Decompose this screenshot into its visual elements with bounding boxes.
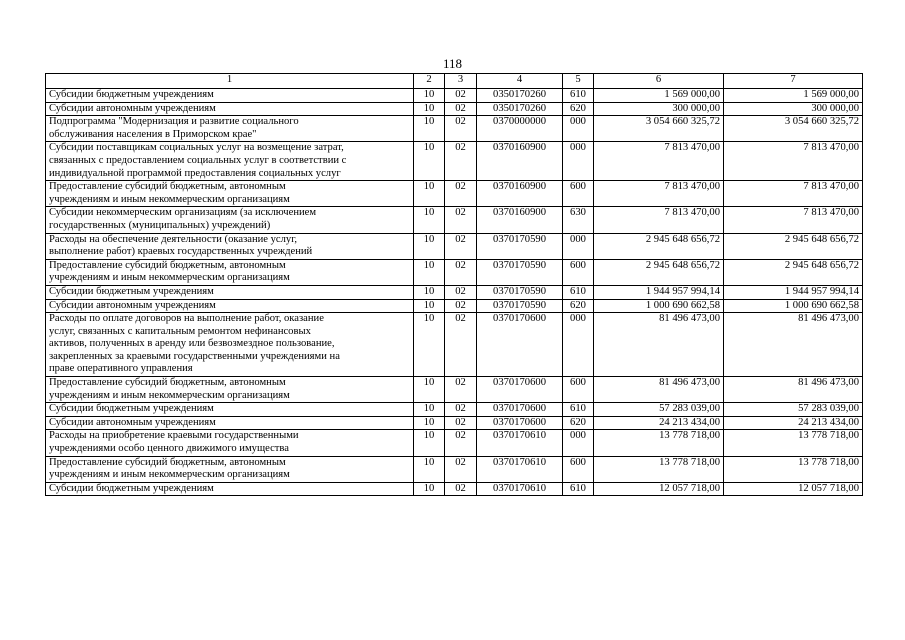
column-header-7: 7 [724,74,863,89]
subsection-code: 02 [445,456,477,482]
table-row [46,89,863,103]
row-name [46,313,414,377]
table-row [46,482,863,496]
amount-col7: 12 057 718,00 [724,482,863,496]
amount-col7: 81 496 473,00 [724,313,863,377]
row-name-line: Субсидии автономным учреждениям [49,102,216,114]
row-name-line: Предоставление субсидий бюджетным, автономным [49,377,286,389]
target-article-code: 0370170590 [477,299,563,313]
table-row [46,416,863,430]
row-name-line: учреждениям и иным некоммерческим организациям [49,272,290,284]
row-name-line: учреждениям и иным некоммерческим организациям [49,389,290,401]
amount-col7: 7 813 470,00 [724,181,863,207]
subsection-code: 02 [445,259,477,285]
amount-col6: 81 496 473,00 [594,313,724,377]
row-name-line: Предоставление субсидий бюджетным, автономным [49,259,286,271]
section-code: 10 [414,416,445,430]
table-row [46,299,863,313]
section-code: 10 [414,313,445,377]
table-row [46,142,863,181]
amount-col6: 1 944 957 994,14 [594,285,724,299]
column-header-5: 5 [563,74,594,89]
table-row [46,285,863,299]
row-name [46,142,414,181]
row-name [46,456,414,482]
target-article-code: 0370170610 [477,456,563,482]
row-name-line: Субсидии бюджетным учреждениям [49,89,214,100]
row-name [46,89,414,103]
column-header-4: 4 [477,74,563,89]
target-article-code: 0370170590 [477,285,563,299]
expense-type-code: 000 [563,233,594,259]
amount-col7: 7 813 470,00 [724,142,863,181]
amount-col6: 13 778 718,00 [594,430,724,456]
target-article-code: 0370160900 [477,142,563,181]
subsection-code: 02 [445,416,477,430]
target-article-code: 0370160900 [477,181,563,207]
section-code: 10 [414,377,445,403]
amount-col7: 2 945 648 656,72 [724,233,863,259]
row-name-line: учреждениям и иным некоммерческим организациям [49,469,290,481]
expense-type-code: 610 [563,403,594,417]
row-name-line: праве оперативного управления [49,363,193,375]
section-code: 10 [414,116,445,142]
amount-col7: 13 778 718,00 [724,456,863,482]
subsection-code: 02 [445,233,477,259]
section-code: 10 [414,259,445,285]
row-name-line: Субсидии поставщикам социальных услуг на возмещение затрат, [49,142,344,154]
expense-type-code: 600 [563,456,594,482]
row-name [46,416,414,430]
amount-col6: 24 213 434,00 [594,416,724,430]
expense-type-code: 620 [563,102,594,116]
column-header-1: 1 [46,74,414,89]
table-row [46,430,863,456]
amount-col6: 2 945 648 656,72 [594,233,724,259]
column-header-3: 3 [445,74,477,89]
row-name-line: Предоставление субсидий бюджетным, автономным [49,181,286,193]
target-article-code: 0370170600 [477,377,563,403]
row-name-line: закрепленных за краевыми государственными учреждениями на [49,350,340,362]
subsection-code: 02 [445,207,477,233]
column-header-6: 6 [594,74,724,89]
row-name-line: Расходы по оплате договоров на выполнение работ, оказание [49,313,324,325]
amount-col6: 2 945 648 656,72 [594,259,724,285]
subsection-code: 02 [445,285,477,299]
table-row [46,377,863,403]
amount-col7: 3 054 660 325,72 [724,116,863,142]
expense-type-code: 620 [563,299,594,313]
column-header-2: 2 [414,74,445,89]
row-name [46,233,414,259]
row-name-line: активов, полученных в аренду или безвозмездное пользование, [49,338,335,350]
amount-col6: 81 496 473,00 [594,377,724,403]
row-name-line: Субсидии автономным учреждениям [49,299,216,311]
expense-type-code: 610 [563,89,594,103]
amount-col6: 7 813 470,00 [594,207,724,233]
row-name-line: Субсидии автономным учреждениям [49,416,216,428]
amount-col7: 24 213 434,00 [724,416,863,430]
amount-col7: 1 944 957 994,14 [724,285,863,299]
expense-type-code: 000 [563,430,594,456]
row-name-line: Субсидии бюджетным учреждениям [49,285,214,297]
row-name [46,285,414,299]
row-name-line: обслуживания населения в Приморском крае" [49,128,257,140]
section-code: 10 [414,482,445,496]
row-name [46,116,414,142]
row-name-line: Подпрограмма "Модернизация и развитие социального [49,116,299,128]
amount-col6: 1 000 690 662,58 [594,299,724,313]
row-name-line: индивидуальной программой предоставления социальных услуг [49,167,341,179]
table-row [46,116,863,142]
page-number: 118 [442,56,463,71]
section-code: 10 [414,299,445,313]
row-name-line: Субсидии бюджетным учреждениям [49,403,214,415]
target-article-code: 0370170600 [477,416,563,430]
row-name [46,299,414,313]
budget-table [45,73,863,496]
table-row [46,403,863,417]
amount-col6: 13 778 718,00 [594,456,724,482]
row-name-line: связанных с предоставлением социальных услуг в соответствии с [49,154,347,166]
amount-col6: 7 813 470,00 [594,142,724,181]
section-code: 10 [414,102,445,116]
target-article-code: 0350170260 [477,102,563,116]
row-name [46,259,414,285]
target-article-code: 0370170600 [477,313,563,377]
subsection-code: 02 [445,377,477,403]
expense-type-code: 610 [563,285,594,299]
subsection-code: 02 [445,482,477,496]
subsection-code: 02 [445,181,477,207]
expense-type-code: 600 [563,259,594,285]
row-name [46,482,414,496]
table-row [46,456,863,482]
amount-col7: 300 000,00 [724,102,863,116]
amount-col7: 57 283 039,00 [724,403,863,417]
row-name [46,102,414,116]
amount-col7: 2 945 648 656,72 [724,259,863,285]
subsection-code: 02 [445,89,477,103]
section-code: 10 [414,207,445,233]
row-name-line: Субсидии бюджетным учреждениям [49,482,214,494]
table-row [46,207,863,233]
subsection-code: 02 [445,299,477,313]
section-code: 10 [414,89,445,103]
row-name [46,430,414,456]
table-row [46,102,863,116]
row-name-line: Расходы на приобретение краевыми государственными [49,430,299,442]
target-article-code: 0370160900 [477,207,563,233]
expense-type-code: 000 [563,116,594,142]
amount-col6: 3 054 660 325,72 [594,116,724,142]
target-article-code: 0350170260 [477,89,563,103]
row-name-line: учреждениями особо ценного движимого имущества [49,443,289,455]
table-row [46,313,863,377]
row-name [46,181,414,207]
row-name-line: услуг, связанных с капитальным ремонтом нефинансовых [49,325,311,337]
header-row [46,74,863,89]
target-article-code: 0370170610 [477,430,563,456]
target-article-code: 0370000000 [477,116,563,142]
table-row [46,181,863,207]
row-name [46,403,414,417]
amount-col6: 1 569 000,00 [594,89,724,103]
row-name-line: выполнение работ) краевых государственных учреждений [49,246,313,258]
expense-type-code: 610 [563,482,594,496]
amount-col7: 1 569 000,00 [724,89,863,103]
row-name-line: Субсидии некоммерческим организациям (за исключением [49,207,317,219]
expense-type-code: 600 [563,377,594,403]
row-name-line: Расходы на обеспечение деятельности (оказание услуг, [49,233,298,245]
subsection-code: 02 [445,116,477,142]
section-code: 10 [414,430,445,456]
amount-col6: 57 283 039,00 [594,403,724,417]
subsection-code: 02 [445,313,477,377]
subsection-code: 02 [445,102,477,116]
expense-type-code: 630 [563,207,594,233]
table-body [46,89,863,496]
section-code: 10 [414,456,445,482]
amount-col7: 1 000 690 662,58 [724,299,863,313]
subsection-code: 02 [445,403,477,417]
amount-col7: 7 813 470,00 [724,207,863,233]
section-code: 10 [414,233,445,259]
row-name-line: учреждениям и иным некоммерческим организациям [49,193,290,205]
amount-col6: 7 813 470,00 [594,181,724,207]
expense-type-code: 000 [563,142,594,181]
expense-type-code: 620 [563,416,594,430]
target-article-code: 0370170590 [477,259,563,285]
section-code: 10 [414,285,445,299]
row-name-line: Предоставление субсидий бюджетным, автономным [49,456,286,468]
row-name [46,377,414,403]
amount-col7: 81 496 473,00 [724,377,863,403]
target-article-code: 0370170600 [477,403,563,417]
expense-type-code: 000 [563,313,594,377]
target-article-code: 0370170610 [477,482,563,496]
subsection-code: 02 [445,430,477,456]
table-row [46,259,863,285]
section-code: 10 [414,142,445,181]
amount-col6: 300 000,00 [594,102,724,116]
expense-type-code: 600 [563,181,594,207]
section-code: 10 [414,403,445,417]
table-row [46,233,863,259]
subsection-code: 02 [445,142,477,181]
row-name-line: государственных (муниципальных) учреждений) [49,219,271,231]
amount-col6: 12 057 718,00 [594,482,724,496]
amount-col7: 13 778 718,00 [724,430,863,456]
target-article-code: 0370170590 [477,233,563,259]
row-name [46,207,414,233]
section-code: 10 [414,181,445,207]
